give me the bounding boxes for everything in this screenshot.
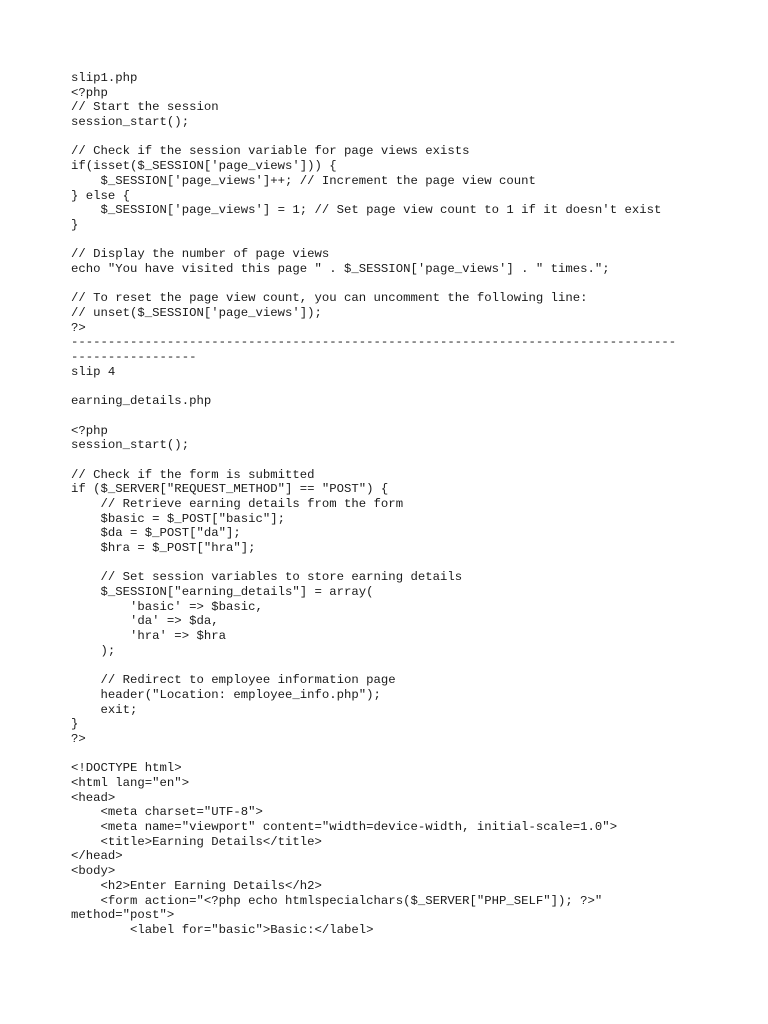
code-line: method="post"> [71, 908, 175, 923]
code-line: <?php [71, 85, 108, 100]
code-line: // Display the number of page views [71, 247, 330, 262]
code-line: $_SESSION["earning_details"] = array( [71, 585, 374, 600]
code-line: $basic = $_POST["basic"]; [71, 511, 286, 526]
code-line [71, 659, 676, 674]
code-listing [71, 71, 676, 938]
code-line: <html lang="en"> [71, 776, 190, 790]
code-line: session_start(); [71, 115, 190, 130]
code-line: <meta name="viewport" content="width=device-width, initial-scale=1.0"> [71, 820, 618, 835]
code-line: // Start the session [71, 100, 219, 115]
code-line: $hra = $_POST["hra"]; [71, 541, 256, 555]
code-line: // unset($_SESSION['page_views']); [71, 306, 322, 320]
code-line: <?php [71, 423, 108, 438]
code-line [71, 233, 676, 248]
code-line: $_SESSION['page_views']++; // Increment the page view count [71, 173, 536, 188]
code-line [71, 277, 676, 292]
code-line: echo "You have visited this page " . $_SESSION['page_views'] . " times."; [71, 261, 610, 276]
code-line: 'basic' => $basic, [71, 599, 263, 614]
code-line [71, 453, 676, 468]
code-line: // Set session variables to store earning details [71, 570, 463, 585]
code-line: slip1.php [71, 71, 138, 85]
code-line: // Check if the session variable for page views exists [71, 144, 470, 159]
code-line: <h2>Enter Earning Details</h2> [71, 878, 322, 893]
code-line: // Retrieve earning details from the form [71, 496, 404, 511]
code-line: ----------------- [71, 350, 197, 365]
code-line: <title>Earning Details</title> [71, 834, 322, 849]
code-line [71, 409, 676, 424]
code-line: slip 4 [71, 364, 116, 379]
code-line [71, 747, 676, 762]
code-line: header("Location: employee_info.php"); [71, 687, 381, 702]
code-line: // Check if the form is submitted [71, 467, 315, 482]
code-line: $da = $_POST["da"]; [71, 526, 241, 541]
code-line: ); [71, 643, 116, 658]
code-line [71, 556, 676, 571]
code-line: <body> [71, 864, 116, 879]
code-line: $_SESSION['page_views'] = 1; // Set page view count to 1 if it doesn't exist [71, 203, 662, 218]
code-line: // To reset the page view count, you can uncomment the following line: [71, 291, 588, 306]
code-line: // Redirect to employee information page [71, 673, 396, 688]
code-line: 'da' => $da, [71, 614, 219, 629]
code-line: ?> [71, 320, 86, 335]
code-line: <form action="<?php echo htmlspecialchars($_SERVER["PHP_SELF"]); ?>" [71, 893, 603, 908]
code-line: <!DOCTYPE html> [71, 761, 182, 776]
code-line: if ($_SERVER["REQUEST_METHOD"] == "POST") { [71, 482, 389, 497]
code-line: } [71, 717, 79, 732]
code-line: <meta charset="UTF-8"> [71, 805, 263, 820]
code-line: ---------------------------------------------------------------------------------- [71, 335, 677, 350]
code-line: ?> [71, 731, 86, 746]
code-line: </head> [71, 849, 123, 864]
code-line: 'hra' => $hra [71, 629, 226, 644]
code-line [71, 379, 676, 394]
code-line: earning_details.php [71, 394, 212, 409]
code-line [71, 130, 676, 145]
code-line: <label for="basic">Basic:</label> [71, 922, 374, 937]
code-line: exit; [71, 702, 138, 717]
code-line: session_start(); [71, 438, 190, 453]
code-line: <head> [71, 790, 116, 805]
code-line: } else { [71, 188, 131, 203]
code-line: } [71, 217, 79, 232]
code-line: if(isset($_SESSION['page_views'])) { [71, 159, 337, 174]
